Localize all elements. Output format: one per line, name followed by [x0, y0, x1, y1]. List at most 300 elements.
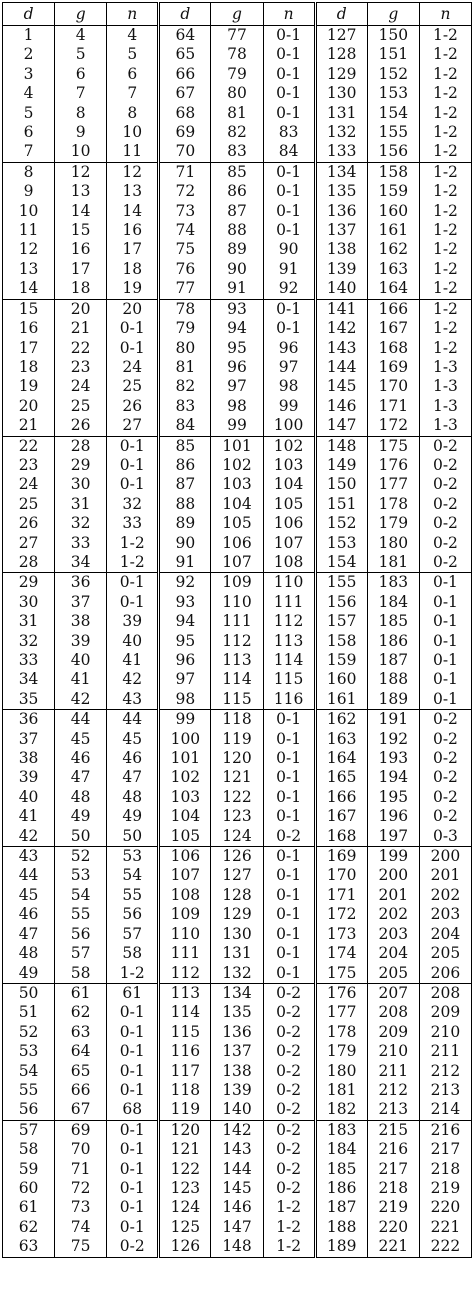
- cell-n: 115: [263, 670, 315, 689]
- cell-d: 79: [159, 319, 211, 338]
- table-row: [3, 1003, 472, 1022]
- cell-n: 116: [263, 690, 315, 710]
- cell-n: 213: [419, 1081, 471, 1100]
- cell-d: 67: [159, 84, 211, 103]
- cell-g: 187: [367, 651, 419, 670]
- cell-n: 105: [263, 495, 315, 514]
- table-row: [3, 182, 472, 201]
- cell-g: 14: [55, 202, 107, 221]
- cell-n: 1-2: [419, 123, 471, 142]
- cell-g: 129: [211, 905, 263, 924]
- cell-n: 0-1: [107, 1120, 159, 1140]
- cell-d: 17: [3, 339, 55, 358]
- cell-n: 99: [263, 397, 315, 416]
- cell-d: 11: [3, 221, 55, 240]
- table-row: [3, 436, 472, 456]
- cell-g: 99: [211, 416, 263, 436]
- cell-g: 126: [211, 847, 263, 867]
- cell-g: 175: [367, 436, 419, 456]
- cell-g: 171: [367, 397, 419, 416]
- cell-n: 107: [263, 534, 315, 553]
- cell-n: 55: [107, 886, 159, 905]
- cell-n: 204: [419, 925, 471, 944]
- cell-n: 206: [419, 964, 471, 984]
- cell-g: 155: [367, 123, 419, 142]
- cell-n: 54: [107, 866, 159, 885]
- cell-d: 52: [3, 1023, 55, 1042]
- cell-d: 149: [315, 456, 367, 475]
- cell-n: 4: [107, 26, 159, 46]
- cell-d: 114: [159, 1003, 211, 1022]
- cell-g: 9: [55, 123, 107, 142]
- cell-n: 32: [107, 495, 159, 514]
- table-row: [3, 339, 472, 358]
- cell-g: 105: [211, 514, 263, 533]
- cell-d: 112: [159, 964, 211, 984]
- cell-n: 90: [263, 240, 315, 259]
- cell-d: 162: [315, 710, 367, 730]
- cell-g: 130: [211, 925, 263, 944]
- cell-n: 0-1: [263, 886, 315, 905]
- cell-g: 15: [55, 221, 107, 240]
- cell-d: 111: [159, 944, 211, 963]
- cell-g: 40: [55, 651, 107, 670]
- cell-d: 138: [315, 240, 367, 259]
- cell-d: 22: [3, 436, 55, 456]
- cell-d: 37: [3, 730, 55, 749]
- cell-n: 33: [107, 514, 159, 533]
- cell-d: 35: [3, 690, 55, 710]
- cell-n: 111: [263, 593, 315, 612]
- cell-g: 102: [211, 456, 263, 475]
- cell-d: 134: [315, 162, 367, 182]
- cell-n: 19: [107, 279, 159, 299]
- cell-n: 1-2: [419, 202, 471, 221]
- cell-g: 137: [211, 1042, 263, 1061]
- cell-n: 1-2: [419, 142, 471, 162]
- cell-n: 0-2: [419, 768, 471, 787]
- cell-g: 93: [211, 299, 263, 319]
- cell-n: 0-1: [263, 162, 315, 182]
- cell-n: 0-2: [419, 553, 471, 573]
- cell-d: 9: [3, 182, 55, 201]
- table-row: [3, 886, 472, 905]
- cell-g: 110: [211, 593, 263, 612]
- cell-g: 218: [367, 1179, 419, 1198]
- cell-n: 0-3: [419, 827, 471, 847]
- cell-n: 0-2: [419, 456, 471, 475]
- cell-d: 143: [315, 339, 367, 358]
- table-row: [3, 573, 472, 593]
- cell-d: 61: [3, 1198, 55, 1217]
- cell-g: 25: [55, 397, 107, 416]
- cell-d: 91: [159, 553, 211, 573]
- cell-d: 13: [3, 260, 55, 279]
- cell-g: 18: [55, 279, 107, 299]
- table-row: [3, 221, 472, 240]
- cell-d: 133: [315, 142, 367, 162]
- table-row: [3, 475, 472, 494]
- cell-g: 127: [211, 866, 263, 885]
- cell-g: 112: [211, 632, 263, 651]
- cell-n: 26: [107, 397, 159, 416]
- cell-d: 27: [3, 534, 55, 553]
- cell-n: 1-2: [419, 299, 471, 319]
- cell-n: 0-1: [263, 319, 315, 338]
- cell-g: 121: [211, 768, 263, 787]
- cell-d: 159: [315, 651, 367, 670]
- cell-n: 0-1: [107, 1042, 159, 1061]
- cell-n: 47: [107, 768, 159, 787]
- cell-d: 155: [315, 573, 367, 593]
- cell-n: 0-1: [263, 944, 315, 963]
- table-row: [3, 397, 472, 416]
- cell-d: 105: [159, 827, 211, 847]
- cell-d: 57: [3, 1120, 55, 1140]
- cell-d: 89: [159, 514, 211, 533]
- cell-g: 10: [55, 142, 107, 162]
- table-row: [3, 1140, 472, 1159]
- cell-n: 0-1: [107, 1062, 159, 1081]
- cell-g: 148: [211, 1237, 263, 1257]
- cell-d: 48: [3, 944, 55, 963]
- cell-g: 123: [211, 807, 263, 826]
- cell-g: 96: [211, 358, 263, 377]
- cell-g: 26: [55, 416, 107, 436]
- cell-n: 20: [107, 299, 159, 319]
- cell-g: 128: [211, 886, 263, 905]
- cell-n: 41: [107, 651, 159, 670]
- cell-g: 184: [367, 593, 419, 612]
- cell-n: 1-2: [419, 26, 471, 46]
- cell-n: 0-2: [419, 730, 471, 749]
- cell-g: 5: [55, 45, 107, 64]
- cell-d: 154: [315, 553, 367, 573]
- cell-n: 17: [107, 240, 159, 259]
- cell-g: 186: [367, 632, 419, 651]
- cell-n: 0-1: [107, 1218, 159, 1237]
- cell-d: 6: [3, 123, 55, 142]
- cell-d: 189: [315, 1237, 367, 1257]
- table-row: [3, 827, 472, 847]
- cell-g: 140: [211, 1100, 263, 1120]
- cell-n: 222: [419, 1237, 471, 1257]
- cell-d: 110: [159, 925, 211, 944]
- cell-d: 3: [3, 65, 55, 84]
- table-row: [3, 866, 472, 885]
- cell-d: 38: [3, 749, 55, 768]
- cell-d: 186: [315, 1179, 367, 1198]
- cell-n: 12: [107, 162, 159, 182]
- cell-g: 78: [211, 45, 263, 64]
- cell-d: 169: [315, 847, 367, 867]
- cell-d: 15: [3, 299, 55, 319]
- cell-n: 97: [263, 358, 315, 377]
- cell-g: 202: [367, 905, 419, 924]
- cell-g: 53: [55, 866, 107, 885]
- table-row: [3, 202, 472, 221]
- header-cell-g: g: [211, 3, 263, 26]
- cell-g: 71: [55, 1160, 107, 1179]
- cell-n: 218: [419, 1160, 471, 1179]
- cell-g: 204: [367, 944, 419, 963]
- cell-n: 13: [107, 182, 159, 201]
- table-row: [3, 377, 472, 396]
- table-row: [3, 1120, 472, 1140]
- cell-d: 167: [315, 807, 367, 826]
- cell-g: 113: [211, 651, 263, 670]
- cell-n: 0-2: [419, 534, 471, 553]
- cell-g: 136: [211, 1023, 263, 1042]
- cell-d: 147: [315, 416, 367, 436]
- cell-d: 51: [3, 1003, 55, 1022]
- cell-d: 58: [3, 1140, 55, 1159]
- cell-g: 104: [211, 495, 263, 514]
- cell-n: 0-2: [263, 1062, 315, 1081]
- cell-d: 171: [315, 886, 367, 905]
- cell-n: 98: [263, 377, 315, 396]
- cell-g: 91: [211, 279, 263, 299]
- cell-n: 91: [263, 260, 315, 279]
- cell-d: 117: [159, 1062, 211, 1081]
- cell-n: 44: [107, 710, 159, 730]
- cell-d: 174: [315, 944, 367, 963]
- cell-g: 193: [367, 749, 419, 768]
- cell-n: 0-1: [263, 749, 315, 768]
- cell-g: 199: [367, 847, 419, 867]
- cell-d: 187: [315, 1198, 367, 1217]
- cell-g: 23: [55, 358, 107, 377]
- cell-n: 0-1: [107, 1160, 159, 1179]
- cell-d: 8: [3, 162, 55, 182]
- cell-g: 79: [211, 65, 263, 84]
- header-cell-n: n: [419, 3, 471, 26]
- cell-g: 12: [55, 162, 107, 182]
- cell-g: 170: [367, 377, 419, 396]
- cell-g: 63: [55, 1023, 107, 1042]
- cell-g: 24: [55, 377, 107, 396]
- cell-d: 23: [3, 456, 55, 475]
- cell-g: 90: [211, 260, 263, 279]
- table-row: [3, 279, 472, 299]
- table-row: [3, 690, 472, 710]
- cell-d: 31: [3, 612, 55, 631]
- header-cell-n: n: [263, 3, 315, 26]
- cell-g: 21: [55, 319, 107, 338]
- cell-n: 0-1: [107, 475, 159, 494]
- header-cell-d: d: [3, 3, 55, 26]
- cell-d: 33: [3, 651, 55, 670]
- cell-n: 0-2: [419, 788, 471, 807]
- cell-g: 50: [55, 827, 107, 847]
- header-row: [3, 3, 472, 26]
- cell-d: 120: [159, 1120, 211, 1140]
- cell-n: 50: [107, 827, 159, 847]
- cell-n: 0-1: [263, 768, 315, 787]
- cell-g: 94: [211, 319, 263, 338]
- cell-n: 27: [107, 416, 159, 436]
- cell-n: 1-3: [419, 358, 471, 377]
- cell-n: 0-1: [107, 319, 159, 338]
- cell-n: 57: [107, 925, 159, 944]
- cell-d: 77: [159, 279, 211, 299]
- cell-d: 68: [159, 104, 211, 123]
- cell-g: 46: [55, 749, 107, 768]
- cell-d: 43: [3, 847, 55, 867]
- table-row: [3, 495, 472, 514]
- table-row: [3, 260, 472, 279]
- cell-d: 82: [159, 377, 211, 396]
- cell-g: 73: [55, 1198, 107, 1217]
- table-row: [3, 514, 472, 533]
- cell-n: 1-3: [419, 416, 471, 436]
- cell-g: 185: [367, 612, 419, 631]
- cell-g: 120: [211, 749, 263, 768]
- cell-d: 153: [315, 534, 367, 553]
- cell-n: 0-2: [419, 495, 471, 514]
- cell-g: 159: [367, 182, 419, 201]
- cell-n: 0-1: [263, 104, 315, 123]
- cell-g: 138: [211, 1062, 263, 1081]
- cell-d: 92: [159, 573, 211, 593]
- cell-n: 0-2: [263, 1042, 315, 1061]
- cell-d: 177: [315, 1003, 367, 1022]
- cell-d: 168: [315, 827, 367, 847]
- cell-d: 183: [315, 1120, 367, 1140]
- cell-n: 0-1: [263, 730, 315, 749]
- header-cell-d: d: [159, 3, 211, 26]
- cell-d: 66: [159, 65, 211, 84]
- cell-n: 0-1: [263, 202, 315, 221]
- cell-g: 142: [211, 1120, 263, 1140]
- cell-g: 169: [367, 358, 419, 377]
- cell-g: 192: [367, 730, 419, 749]
- cell-n: 0-1: [263, 221, 315, 240]
- cell-g: 58: [55, 964, 107, 984]
- table-row: [3, 456, 472, 475]
- cell-d: 74: [159, 221, 211, 240]
- cell-g: 131: [211, 944, 263, 963]
- cell-n: 49: [107, 807, 159, 826]
- cell-d: 26: [3, 514, 55, 533]
- cell-n: 219: [419, 1179, 471, 1198]
- cell-g: 17: [55, 260, 107, 279]
- cell-g: 114: [211, 670, 263, 689]
- cell-g: 81: [211, 104, 263, 123]
- cell-n: 16: [107, 221, 159, 240]
- cell-n: 106: [263, 514, 315, 533]
- cell-d: 115: [159, 1023, 211, 1042]
- cell-d: 188: [315, 1218, 367, 1237]
- cell-n: 1-2: [419, 45, 471, 64]
- cell-n: 96: [263, 339, 315, 358]
- cell-n: 0-1: [107, 1179, 159, 1198]
- cell-d: 178: [315, 1023, 367, 1042]
- cell-g: 201: [367, 886, 419, 905]
- cell-g: 139: [211, 1081, 263, 1100]
- cell-d: 65: [159, 45, 211, 64]
- cell-g: 47: [55, 768, 107, 787]
- cell-d: 137: [315, 221, 367, 240]
- cell-g: 62: [55, 1003, 107, 1022]
- cell-g: 42: [55, 690, 107, 710]
- cell-n: 0-1: [107, 1023, 159, 1042]
- table-row: [3, 1100, 472, 1120]
- cell-n: 43: [107, 690, 159, 710]
- cell-g: 22: [55, 339, 107, 358]
- cell-g: 44: [55, 710, 107, 730]
- cell-d: 146: [315, 397, 367, 416]
- cell-d: 101: [159, 749, 211, 768]
- cell-n: 102: [263, 436, 315, 456]
- cell-n: 113: [263, 632, 315, 651]
- cell-n: 10: [107, 123, 159, 142]
- cell-g: 217: [367, 1160, 419, 1179]
- cell-g: 180: [367, 534, 419, 553]
- table-row: [3, 1160, 472, 1179]
- cell-d: 1: [3, 26, 55, 46]
- cell-n: 104: [263, 475, 315, 494]
- cell-d: 4: [3, 84, 55, 103]
- cell-n: 84: [263, 142, 315, 162]
- cell-d: 71: [159, 162, 211, 182]
- cell-n: 208: [419, 983, 471, 1003]
- table-body: [3, 26, 472, 1258]
- cell-d: 139: [315, 260, 367, 279]
- cell-n: 0-2: [419, 807, 471, 826]
- cell-g: 146: [211, 1198, 263, 1217]
- cell-d: 12: [3, 240, 55, 259]
- cell-n: 112: [263, 612, 315, 631]
- cell-d: 50: [3, 983, 55, 1003]
- header-cell-d: d: [315, 3, 367, 26]
- cell-d: 125: [159, 1218, 211, 1237]
- cell-g: 87: [211, 202, 263, 221]
- cell-d: 54: [3, 1062, 55, 1081]
- cell-d: 19: [3, 377, 55, 396]
- cell-g: 208: [367, 1003, 419, 1022]
- cell-g: 34: [55, 553, 107, 573]
- cell-n: 0-1: [107, 339, 159, 358]
- cell-n: 46: [107, 749, 159, 768]
- cell-d: 44: [3, 866, 55, 885]
- cell-g: 118: [211, 710, 263, 730]
- cell-n: 0-2: [419, 514, 471, 533]
- cell-g: 107: [211, 553, 263, 573]
- cell-g: 167: [367, 319, 419, 338]
- data-table: [2, 2, 472, 1258]
- cell-d: 132: [315, 123, 367, 142]
- cell-n: 25: [107, 377, 159, 396]
- cell-d: 30: [3, 593, 55, 612]
- cell-g: 20: [55, 299, 107, 319]
- cell-d: 131: [315, 104, 367, 123]
- cell-n: 0-2: [263, 1140, 315, 1159]
- cell-n: 18: [107, 260, 159, 279]
- cell-g: 61: [55, 983, 107, 1003]
- cell-g: 6: [55, 65, 107, 84]
- cell-g: 56: [55, 925, 107, 944]
- cell-d: 100: [159, 730, 211, 749]
- cell-d: 123: [159, 1179, 211, 1198]
- cell-g: 111: [211, 612, 263, 631]
- table-row: [3, 1062, 472, 1081]
- cell-d: 136: [315, 202, 367, 221]
- cell-n: 39: [107, 612, 159, 631]
- cell-g: 119: [211, 730, 263, 749]
- cell-n: 0-1: [419, 670, 471, 689]
- cell-g: 98: [211, 397, 263, 416]
